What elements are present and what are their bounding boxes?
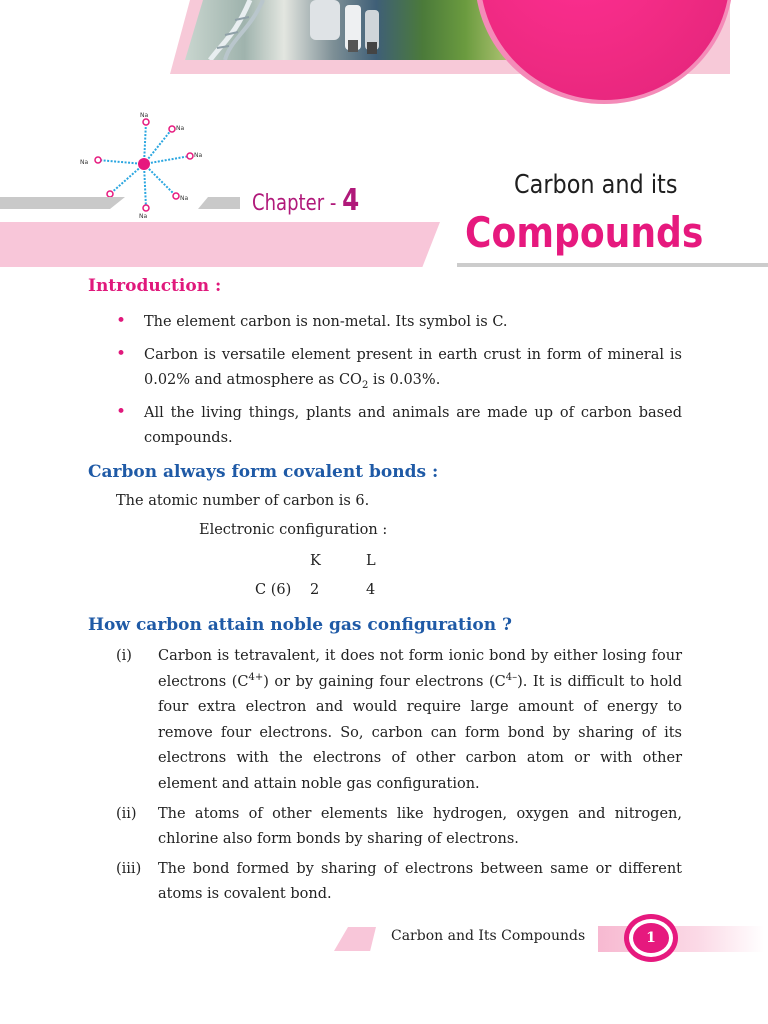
list-item bbox=[116, 644, 682, 798]
item-text: The bond formed by sharing of electrons between same or different atoms is covalent bond. bbox=[158, 860, 682, 903]
shell-k-label: K bbox=[310, 553, 321, 569]
list-item bbox=[116, 401, 682, 451]
na-label: Na bbox=[80, 159, 89, 166]
config-label: Electronic configuration : bbox=[199, 522, 388, 538]
chapter-label bbox=[252, 183, 359, 218]
noble-gas-heading: How carbon attain noble gas configuration ? bbox=[88, 615, 512, 635]
item-number: (ii) bbox=[116, 805, 137, 822]
introduction-list bbox=[116, 310, 682, 459]
na-label: Na bbox=[140, 112, 149, 119]
na-label: Na bbox=[139, 213, 148, 220]
dna-helix-image bbox=[205, 0, 265, 60]
k-shell-value: 2 bbox=[310, 582, 320, 598]
chapter-prefix: Chapter - bbox=[252, 191, 343, 216]
decor-pink-band bbox=[0, 222, 440, 267]
item-text: The atoms of other elements like hydrogen, oxygen and nitrogen, chlorine also form bonds by sharing of electrons. bbox=[158, 805, 682, 848]
footer-bar bbox=[598, 926, 764, 952]
bullet-text: Carbon is versatile element present in earth crust in form of mineral is 0.02% and atmosphere as CO bbox=[144, 347, 682, 388]
title-underline bbox=[457, 263, 768, 267]
na-label: Na bbox=[180, 195, 189, 202]
na-label: Na bbox=[194, 152, 203, 159]
covalent-heading: Carbon always form covalent bonds : bbox=[88, 462, 439, 482]
item-text: ). It is difficult to hold four extra electron and would require large amount of energy to remove four electrons. So, carbon can form bond by sharing of its electrons with the electrons of other carbon atom or with other element and attain noble gas configuration. bbox=[158, 673, 682, 792]
list-item bbox=[116, 802, 682, 853]
l-shell-value: 4 bbox=[366, 582, 376, 598]
superscript: 4– bbox=[505, 671, 518, 683]
bullet-text: All the living things, plants and animals are made up of carbon based compounds. bbox=[144, 405, 682, 446]
shell-l-label: L bbox=[366, 553, 376, 569]
page-number-ring bbox=[629, 919, 673, 957]
header-magenta-circle bbox=[480, 0, 730, 100]
chapter-title-line1: Carbon and its bbox=[514, 170, 678, 200]
bullet-icon: • bbox=[116, 402, 127, 422]
atomic-number-text: The atomic number of carbon is 6. bbox=[116, 493, 370, 509]
bullet-icon: • bbox=[116, 311, 127, 331]
decor-gray-bar bbox=[0, 197, 125, 209]
microscope-image bbox=[300, 0, 400, 60]
introduction-heading: Introduction : bbox=[88, 276, 222, 296]
page-number: 1 bbox=[633, 923, 669, 953]
bullet-icon: • bbox=[116, 344, 127, 364]
header-science-photo bbox=[185, 0, 515, 60]
item-text: ) or by gaining four electrons (C bbox=[263, 673, 506, 690]
bullet-text: The element carbon is non-metal. Its symbol is C. bbox=[144, 314, 508, 330]
subscript: 2 bbox=[361, 379, 369, 391]
list-item bbox=[116, 343, 682, 393]
chapter-title-line2: Compounds bbox=[465, 208, 704, 257]
superscript: 4+ bbox=[248, 671, 264, 683]
list-item bbox=[116, 857, 682, 908]
footer-decor bbox=[334, 927, 376, 951]
bullet-text: is 0.03%. bbox=[368, 372, 441, 388]
element-label: C (6) bbox=[255, 582, 292, 598]
chapter-number: 4 bbox=[342, 183, 360, 218]
page-number-badge bbox=[624, 914, 678, 962]
item-number: (iii) bbox=[116, 860, 142, 877]
na-label: Na bbox=[176, 125, 185, 132]
item-text: Carbon is tetravalent, it does not form ionic bond by either losing four electrons (C bbox=[158, 648, 682, 690]
item-number: (i) bbox=[116, 648, 132, 664]
list-item bbox=[116, 310, 682, 335]
running-title: Carbon and Its Compounds bbox=[391, 928, 586, 944]
noble-gas-list bbox=[116, 644, 682, 912]
